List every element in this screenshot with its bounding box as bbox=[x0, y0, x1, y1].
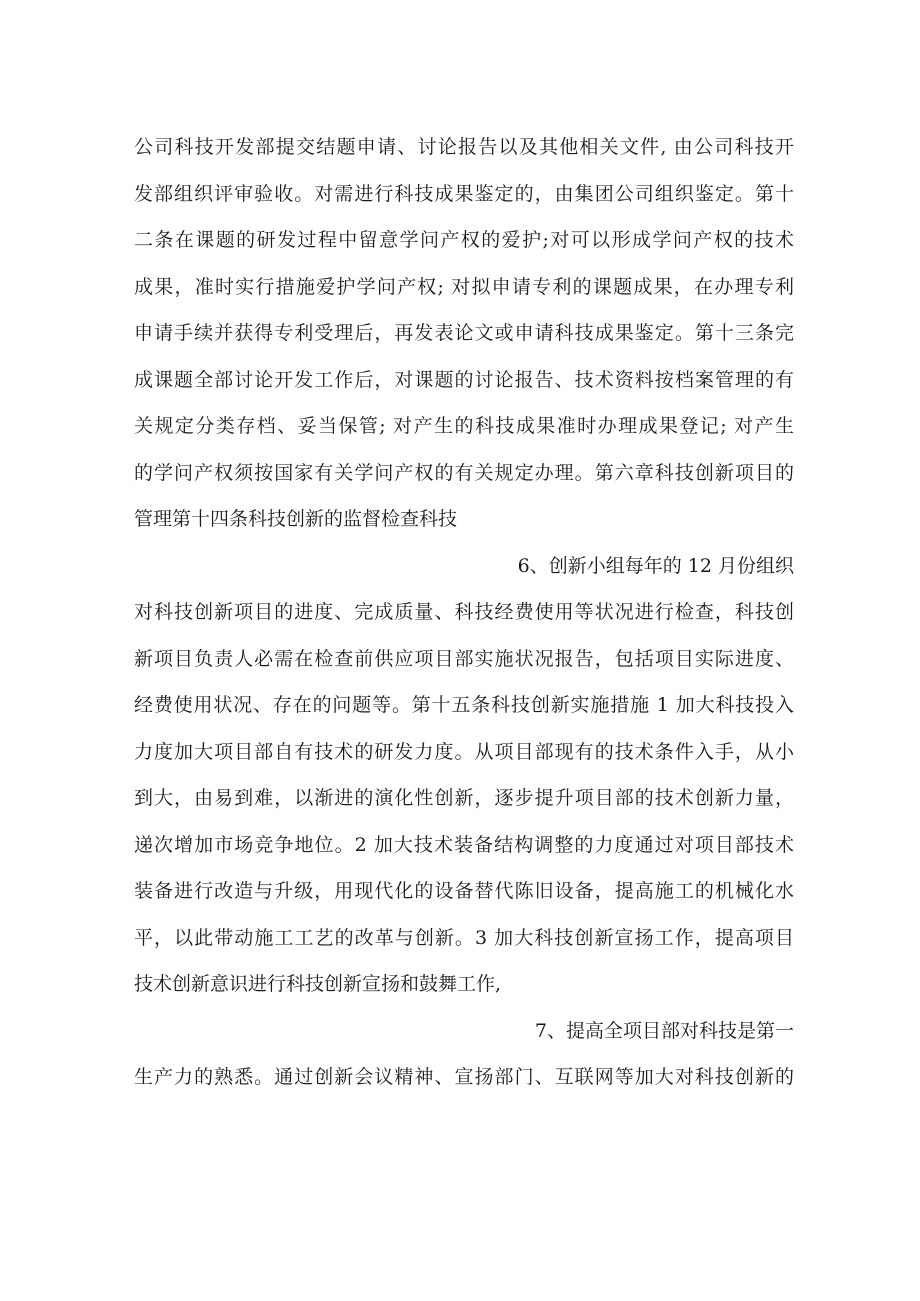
text-line-2: 发部组织评审验收。对需进行科技成果鉴定的，由集团公司组织鉴定。第十 bbox=[134, 182, 794, 205]
text-line-4: 成果，准时实行措施爱护学问产权; 对拟申请专利的课题成果，在办理专利 bbox=[134, 275, 794, 298]
text-line-14: 力度加大项目部自有技术的研发力度。从项目部现有的技术条件入手，从小 bbox=[134, 740, 794, 763]
text-line-13: 经费使用状况、存在的问题等。第十五条科技创新实施措施 1 加大科技投入 bbox=[134, 694, 794, 716]
body-text bbox=[134, 124, 794, 1101]
text-line-12: 新项目负责人必需在检查前供应项目部实施状况报告，包括项目实际进度、 bbox=[134, 647, 794, 670]
text-line-16: 递次增加市场竞争地位。2 加大技术装备结构调整的力度通过对项目部技术 bbox=[134, 833, 794, 856]
text-line-17: 装备进行改造与升级，用现代化的设备替代陈旧设备，提高施工的机械化水 bbox=[134, 880, 794, 902]
text-line-10: 6、创新小组每年的 12 月份组织 bbox=[517, 554, 794, 577]
text-line-3: 二条在课题的研发过程中留意学问产权的爱护;对可以形成学问产权的技术 bbox=[134, 229, 794, 251]
text-line-21: 生产力的熟悉。通过创新会议精神、宣扬部门、互联网等加大对科技创新的 bbox=[134, 1066, 794, 1088]
text-line-11: 对科技创新项目的进度、完成质量、科技经费使用等状况进行检查，科技创 bbox=[134, 601, 794, 623]
text-line-18: 平，以此带动施工工艺的改革与创新。3 加大科技创新宣扬工作，提高项目 bbox=[134, 926, 794, 949]
text-line-1: 公司科技开发部提交结题申请、讨论报告以及其他相关文件, 由公司科技开 bbox=[134, 136, 794, 158]
text-line-5: 申请手续并获得专利受理后，再发表论文或申请科技成果鉴定。第十三条完 bbox=[134, 322, 794, 344]
text-line-9: 管理第十四条科技创新的监督检查科技 bbox=[134, 508, 458, 530]
text-line-20: 7、提高全项目部对科技是第一 bbox=[534, 1019, 794, 1042]
text-line-15: 到大，由易到难，以渐进的演化性创新，逐步提升项目部的技术创新力量， bbox=[134, 787, 794, 809]
text-line-8: 的学问产权须按国家有关学问产权的有关规定办理。第六章科技创新项目的 bbox=[134, 461, 794, 484]
text-line-19: 技术创新意识进行科技创新宣扬和鼓舞工作, bbox=[134, 973, 502, 995]
text-line-6: 成课题全部讨论开发工作后，对课题的讨论报告、技术资料按档案管理的有 bbox=[134, 368, 794, 391]
text-line-7: 关规定分类存档、妥当保管; 对产生的科技成果准时办理成果登记; 对产生 bbox=[134, 415, 794, 437]
